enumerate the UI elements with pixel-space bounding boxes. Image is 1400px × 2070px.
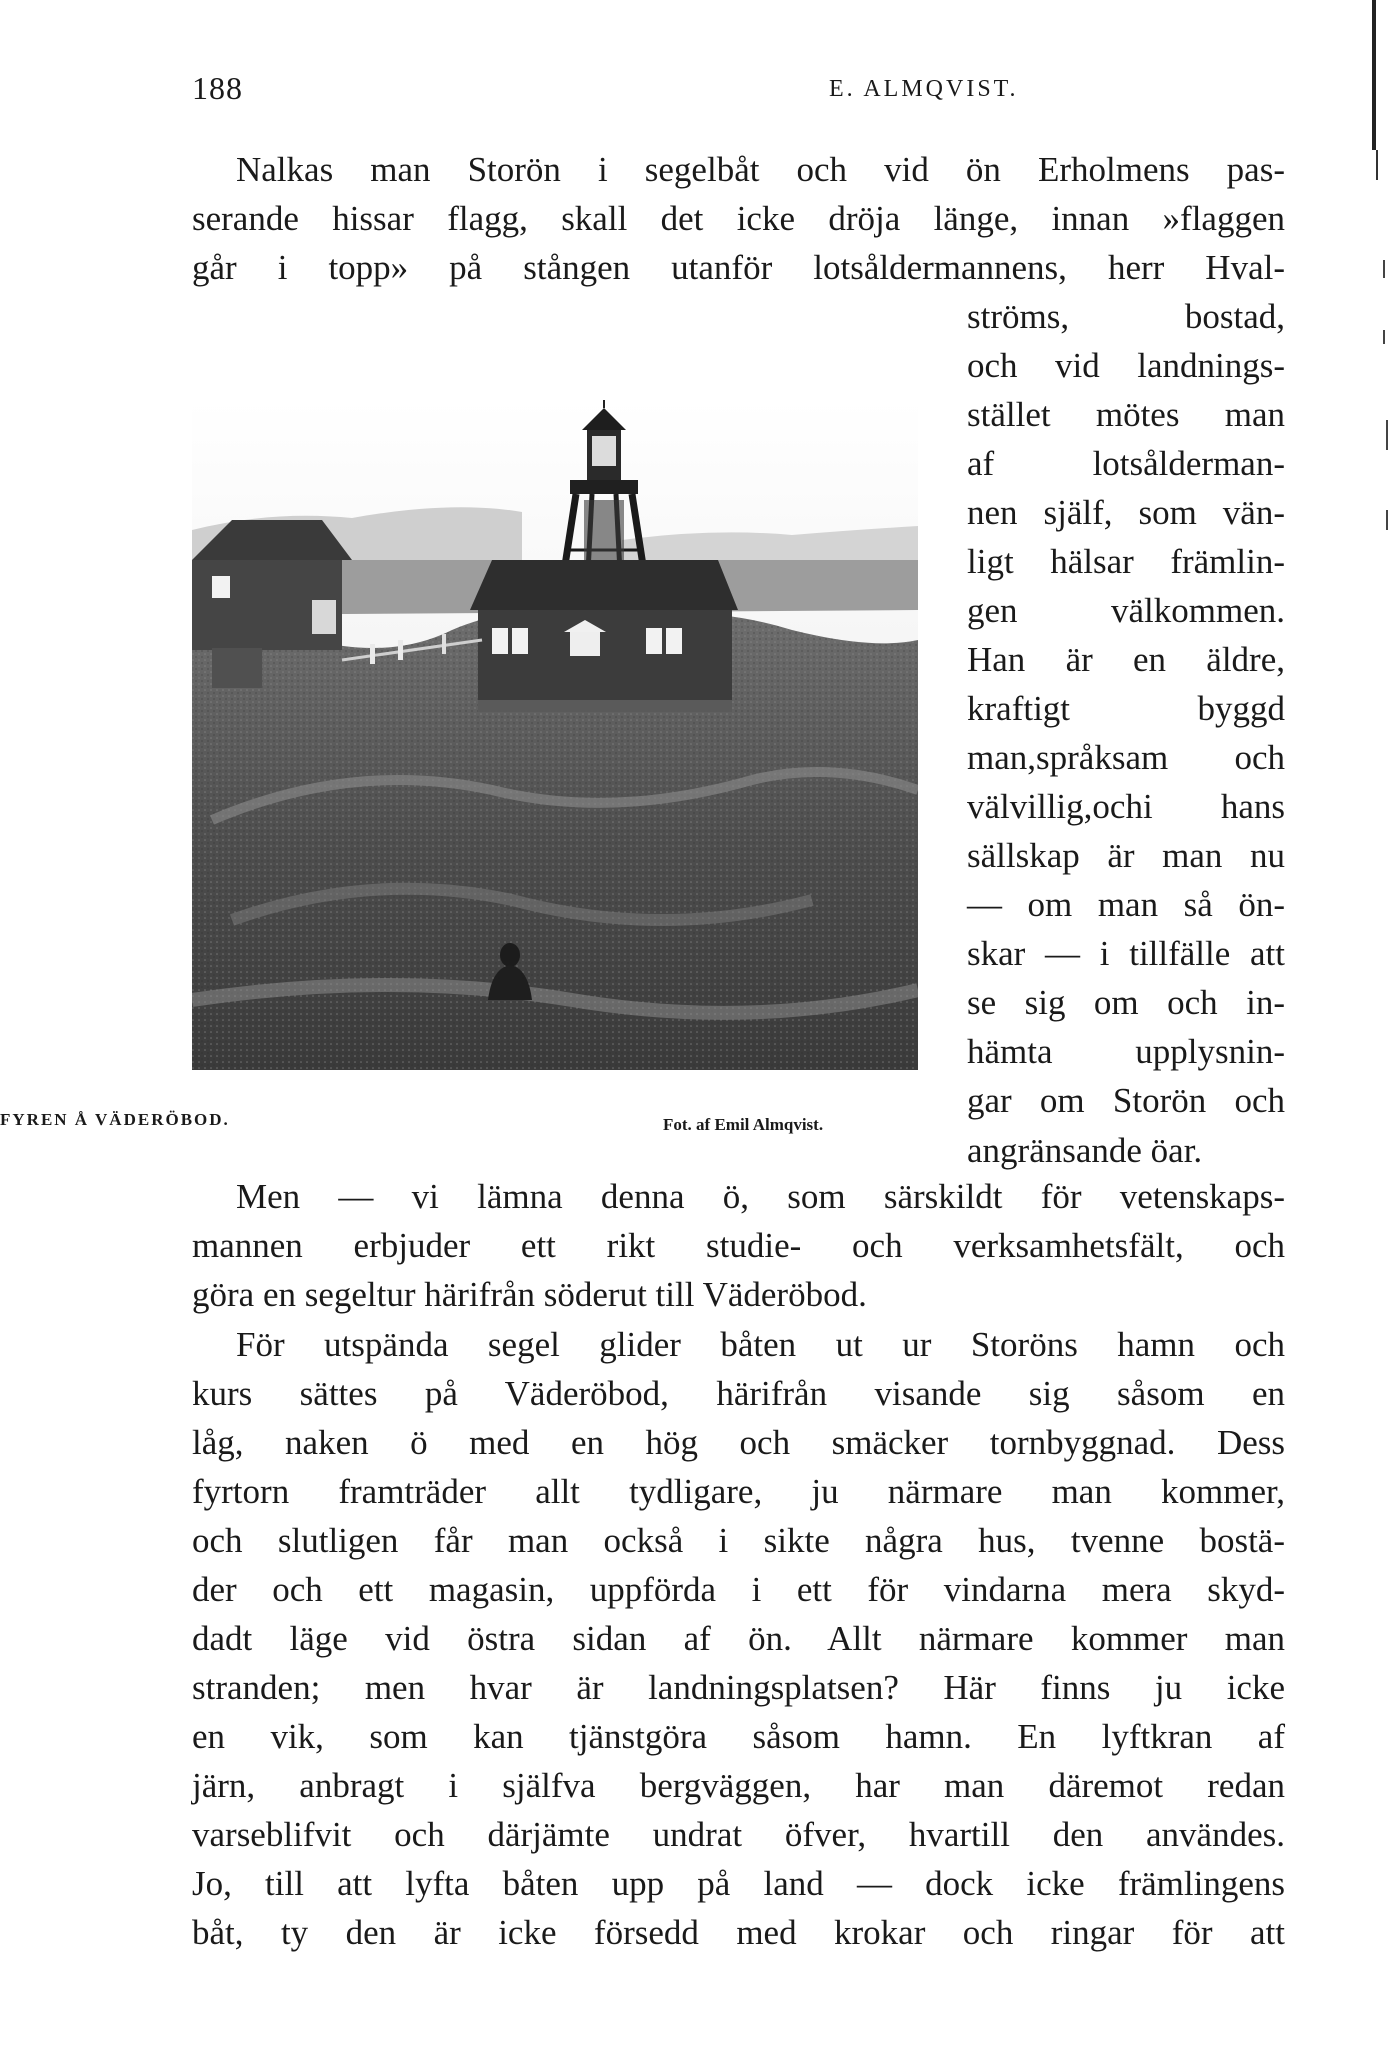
- text-line: en vik, som kan tjänstgöra såsom hamn. En lyftkran af: [192, 1717, 1285, 1756]
- text-line: nen själf, som vän-: [967, 493, 1285, 532]
- text-line: kraftigt byggd: [967, 689, 1285, 728]
- text-line: ligt hälsar främlin-: [967, 542, 1285, 581]
- text-line: sällskap är man nu: [967, 836, 1285, 875]
- text-line: skar — i tillfälle att: [967, 934, 1285, 973]
- text-line: och vid landnings-: [967, 346, 1285, 385]
- text-line: stället mötes man: [967, 395, 1285, 434]
- lighthouse-photo-image: [192, 400, 918, 1070]
- text-line: dadt läge vid östra sidan af ön. Allt närmare kommer man: [192, 1619, 1285, 1658]
- text-line: kurs sättes på Väderöbod, härifrån visande sig såsom en: [192, 1374, 1285, 1413]
- keeper-house: [470, 560, 738, 712]
- text-line: gar om Storön och: [967, 1081, 1285, 1120]
- text-line: mannen erbjuder ett rikt studie- och verksamhetsfält, och: [192, 1226, 1285, 1265]
- text-line: För utspända segel glider båten ut ur Storöns hamn och: [236, 1325, 1285, 1364]
- scan-edge-mark: [1372, 0, 1376, 150]
- text-line: se sig om och in-: [967, 983, 1285, 1022]
- scan-edge-mark: [1376, 150, 1378, 180]
- text-line: angränsande öar.: [967, 1131, 1203, 1170]
- text-line: Jo, till att lyfta båten upp på land — dock icke främlingens: [192, 1864, 1285, 1903]
- text-line: går i topp» på stången utanför lotsåldermannens, herr Hval-: [192, 248, 1285, 287]
- text-line: — om man så ön-: [967, 885, 1285, 924]
- text-line: serande hissar flagg, skall det icke dröja länge, innan »flaggen: [192, 199, 1285, 238]
- photo-credit: Fot. af Emil Almqvist.: [663, 1115, 824, 1134]
- text-line: hämta upplysnin-: [967, 1032, 1285, 1071]
- text-line: stranden; men hvar är landningsplatsen? Här finns ju icke: [192, 1668, 1285, 1707]
- scan-edge-mark: [1386, 420, 1388, 450]
- text-line: Nalkas man Storön i segelbåt och vid ön Erholmens pas-: [236, 150, 1285, 189]
- scan-edge-mark: [1383, 260, 1385, 278]
- scan-edge-mark: [1383, 330, 1385, 344]
- text-line: fyrtorn framträder allt tydligare, ju närmare man kommer,: [192, 1472, 1285, 1511]
- text-line: båt, ty den är icke försedd med krokar och ringar för att: [192, 1913, 1285, 1952]
- text-line: man,språksam och: [967, 738, 1285, 777]
- text-line: Men — vi lämna denna ö, som särskildt för vetenskaps-: [236, 1177, 1285, 1216]
- text-line: ströms, bostad,: [967, 297, 1285, 336]
- text-line: låg, naken ö med en hög och smäcker tornbyggnad. Dess: [192, 1423, 1285, 1462]
- text-line: der och ett magasin, uppförda i ett för vindarna mera skyd-: [192, 1570, 1285, 1609]
- figure-caption: FYREN Å VÄDERÖBOD.: [0, 1110, 230, 1129]
- text-line: af lotsålderman-: [967, 444, 1285, 483]
- running-head: E. ALMQVIST.: [829, 76, 1019, 102]
- page-header: [192, 70, 1292, 110]
- text-line: välvillig,ochi hans: [967, 787, 1285, 826]
- text-line: gen välkommen.: [967, 591, 1285, 630]
- text-line: järn, anbragt i själfva bergväggen, har man däremot redan: [192, 1766, 1285, 1805]
- lighthouse-photo: [192, 400, 918, 1070]
- text-line: Han är en äldre,: [967, 640, 1285, 679]
- text-line: göra en segeltur härifrån söderut till Väderöbod.: [192, 1275, 867, 1314]
- text-line: varseblifvit och därjämte undrat öfver, hvartill den användes.: [192, 1815, 1285, 1854]
- page-number: 188: [192, 70, 243, 106]
- scan-edge-mark: [1386, 510, 1388, 530]
- text-line: och slutligen får man också i sikte några hus, tvenne bostä-: [192, 1521, 1285, 1560]
